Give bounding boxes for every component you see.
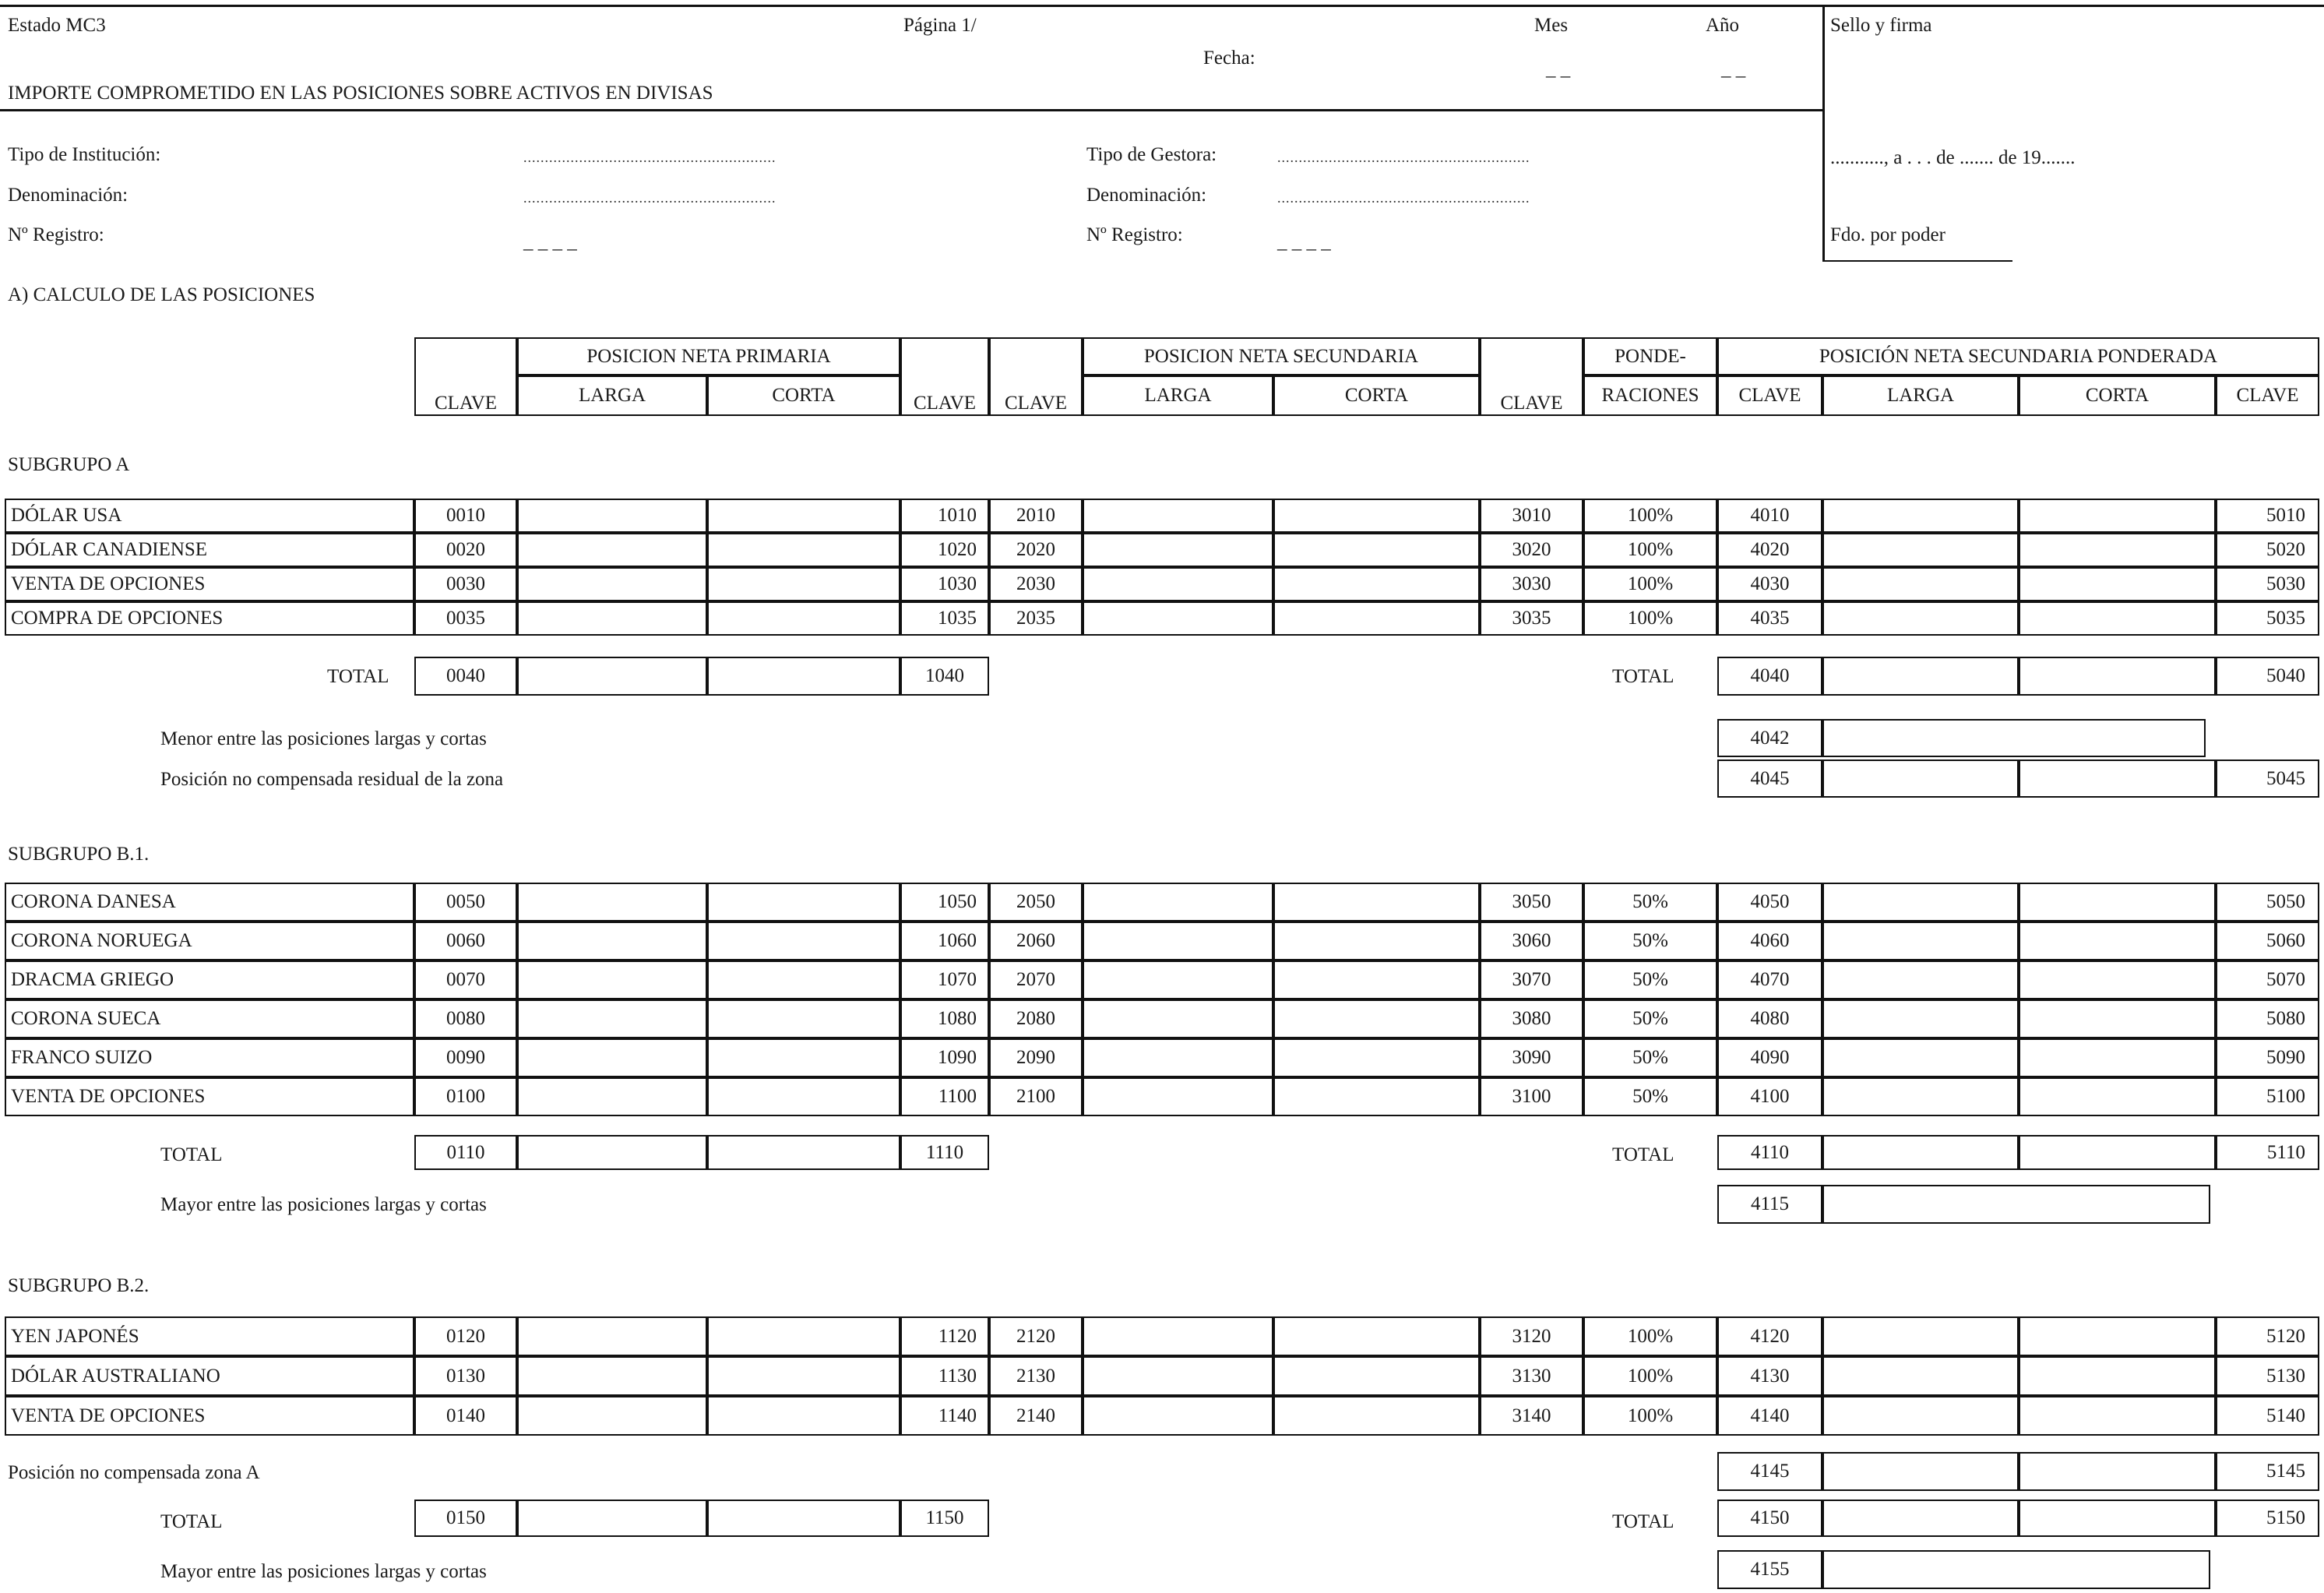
col-header-larga-3: LARGA xyxy=(1822,375,2019,416)
clave-cell: 3020 xyxy=(1480,533,1583,567)
corta-primaria-input[interactable] xyxy=(707,567,900,601)
total-clave-cell: 1040 xyxy=(900,657,989,696)
row-name: CORONA SUECA xyxy=(5,999,414,1038)
clave-cell: 0090 xyxy=(414,1038,517,1077)
row-name: YEN JAPONÉS xyxy=(5,1316,414,1356)
clave-cell: 0050 xyxy=(414,883,517,922)
larga-secundaria-input[interactable] xyxy=(1083,1077,1273,1116)
col-header-secundaria: POSICION NETA SECUNDARIA xyxy=(1083,337,1480,375)
row-name: DRACMA GRIEGO xyxy=(5,960,414,999)
total-corta-input[interactable] xyxy=(707,1500,900,1537)
clave-cell: 5010 xyxy=(2216,499,2319,533)
row-name: CORONA NORUEGA xyxy=(5,922,414,960)
larga-secundaria-input[interactable] xyxy=(1083,1396,1273,1436)
ponderacion-cell: 50% xyxy=(1583,999,1717,1038)
clave-cell: 2120 xyxy=(989,1316,1083,1356)
col-header-clave-3: CLAVE xyxy=(989,337,1083,416)
clave-cell: 4100 xyxy=(1717,1077,1822,1116)
corta-secundaria-input[interactable] xyxy=(1273,1356,1480,1396)
col-header-raciones: RACIONES xyxy=(1583,375,1717,416)
sello-label: Sello y firma xyxy=(1830,15,1932,36)
col-header-clave-5: CLAVE xyxy=(1717,375,1822,416)
ponderacion-cell: 100% xyxy=(1583,1396,1717,1436)
larga-primaria-input[interactable] xyxy=(517,1356,707,1396)
corta-secundaria-input[interactable] xyxy=(1273,883,1480,922)
total-clave-cell: 0150 xyxy=(414,1500,517,1537)
larga-ponderada-input[interactable] xyxy=(1822,999,2019,1038)
larga-ponderada-input[interactable] xyxy=(1822,499,2019,533)
total-clave-cell: 4040 xyxy=(1717,657,1822,696)
subgrupo-a-total-label: TOTAL xyxy=(327,666,389,687)
corta-ponderada-input[interactable] xyxy=(2019,533,2216,567)
lugar-fecha[interactable]: ..........., a . . . de ....... de 19....... xyxy=(1830,147,2076,168)
subgrupo-b1-total-label-right: TOTAL xyxy=(1612,1144,1674,1165)
clave-cell: 5060 xyxy=(2216,922,2319,960)
larga-primaria-input[interactable] xyxy=(517,922,707,960)
fdo-label: Fdo. por poder xyxy=(1830,224,1945,245)
larga-ponderada-input[interactable] xyxy=(1822,1356,2019,1396)
corta-primaria-input[interactable] xyxy=(707,1356,900,1396)
mayor-input[interactable] xyxy=(1822,1550,2210,1589)
corta-ponderada-input[interactable] xyxy=(2019,601,2216,636)
nc-larga-input[interactable] xyxy=(1822,1452,2019,1491)
corta-secundaria-input[interactable] xyxy=(1273,922,1480,960)
clave-cell: 4140 xyxy=(1717,1396,1822,1436)
clave-cell: 5030 xyxy=(2216,567,2319,601)
col-header-clave-1: CLAVE xyxy=(414,337,517,416)
title-rule xyxy=(0,109,1825,111)
larga-ponderada-input[interactable] xyxy=(1822,883,2019,922)
clave-cell: 1080 xyxy=(900,999,989,1038)
subgrupo-b2-total-label: TOTAL xyxy=(160,1511,223,1532)
corta-ponderada-input[interactable] xyxy=(2019,1316,2216,1356)
clave-cell: 4130 xyxy=(1717,1356,1822,1396)
corta-secundaria-input[interactable] xyxy=(1273,567,1480,601)
clave-cell: 0035 xyxy=(414,601,517,636)
corta-primaria-input[interactable] xyxy=(707,601,900,636)
clave-cell: 3050 xyxy=(1480,883,1583,922)
clave-cell: 1070 xyxy=(900,960,989,999)
total-corta-ponderada-input[interactable] xyxy=(2019,1500,2216,1537)
clave-cell: 2035 xyxy=(989,601,1083,636)
col-header-corta-2: CORTA xyxy=(1273,375,1480,416)
larga-secundaria-input[interactable] xyxy=(1083,1038,1273,1077)
larga-ponderada-input[interactable] xyxy=(1822,567,2019,601)
ponderacion-cell: 100% xyxy=(1583,1356,1717,1396)
larga-secundaria-input[interactable] xyxy=(1083,499,1273,533)
corta-primaria-input[interactable] xyxy=(707,1316,900,1356)
larga-primaria-input[interactable] xyxy=(517,883,707,922)
total-clave-cell: 5040 xyxy=(2216,657,2319,696)
col-header-larga-2: LARGA xyxy=(1083,375,1273,416)
clave-cell: 4020 xyxy=(1717,533,1822,567)
clave-cell: 1050 xyxy=(900,883,989,922)
tipo-gestora-field[interactable]: ........................................................... xyxy=(1277,150,1530,165)
total-clave-cell: 4150 xyxy=(1717,1500,1822,1537)
clave-cell: 2060 xyxy=(989,922,1083,960)
menor-input[interactable] xyxy=(1822,719,2206,757)
denominacion2-field[interactable]: ........................................................... xyxy=(1277,190,1530,206)
clave-cell: 1120 xyxy=(900,1316,989,1356)
pagina-label: Página 1/ xyxy=(903,15,977,36)
total-larga-ponderada-input[interactable] xyxy=(1822,1500,2019,1537)
denominacion-field[interactable]: ........................................................... xyxy=(523,190,776,206)
col-header-clave-6: CLAVE xyxy=(2216,375,2319,416)
larga-ponderada-input[interactable] xyxy=(1822,1396,2019,1436)
clave-cell: 0060 xyxy=(414,922,517,960)
clave-cell: 1020 xyxy=(900,533,989,567)
clave-cell: 3070 xyxy=(1480,960,1583,999)
col-header-larga-1: LARGA xyxy=(517,375,707,416)
larga-secundaria-input[interactable] xyxy=(1083,567,1273,601)
clave-cell: 2030 xyxy=(989,567,1083,601)
subgrupo-b1-total-label: TOTAL xyxy=(160,1144,223,1165)
larga-secundaria-input[interactable] xyxy=(1083,1316,1273,1356)
clave-cell: 2070 xyxy=(989,960,1083,999)
total-clave-cell: 1110 xyxy=(900,1135,989,1170)
larga-secundaria-input[interactable] xyxy=(1083,533,1273,567)
ponderacion-cell: 100% xyxy=(1583,533,1717,567)
clave-cell: 3100 xyxy=(1480,1077,1583,1116)
corta-ponderada-input[interactable] xyxy=(2019,999,2216,1038)
corta-primaria-input[interactable] xyxy=(707,960,900,999)
clave-cell: 0030 xyxy=(414,567,517,601)
corta-primaria-input[interactable] xyxy=(707,1077,900,1116)
total-larga-input[interactable] xyxy=(517,1135,707,1170)
larga-ponderada-input[interactable] xyxy=(1822,960,2019,999)
larga-primaria-input[interactable] xyxy=(517,567,707,601)
corta-ponderada-input[interactable] xyxy=(2019,960,2216,999)
clave-cell: 4090 xyxy=(1717,1038,1822,1077)
larga-primaria-input[interactable] xyxy=(517,999,707,1038)
subgrupo-a-residual-label: Posición no compensada residual de la zona xyxy=(160,769,504,790)
clave-cell: 0070 xyxy=(414,960,517,999)
row-name: DÓLAR CANADIENSE xyxy=(5,533,414,567)
clave-cell: 3010 xyxy=(1480,499,1583,533)
col-header-primaria: POSICION NETA PRIMARIA xyxy=(517,337,900,375)
total-clave-cell: 4110 xyxy=(1717,1135,1822,1170)
clave-cell: 0080 xyxy=(414,999,517,1038)
larga-ponderada-input[interactable] xyxy=(1822,533,2019,567)
row-name: COMPRA DE OPCIONES xyxy=(5,601,414,636)
ponderacion-cell: 100% xyxy=(1583,499,1717,533)
larga-primaria-input[interactable] xyxy=(517,1316,707,1356)
clave-cell: 5120 xyxy=(2216,1316,2319,1356)
larga-primaria-input[interactable] xyxy=(517,1396,707,1436)
clave-cell: 0020 xyxy=(414,533,517,567)
clave-cell: 3130 xyxy=(1480,1356,1583,1396)
total-larga-ponderada-input[interactable] xyxy=(1822,657,2019,696)
corta-primaria-input[interactable] xyxy=(707,922,900,960)
menor-clave-cell: 4042 xyxy=(1717,719,1822,757)
larga-ponderada-input[interactable] xyxy=(1822,601,2019,636)
ponderacion-cell: 50% xyxy=(1583,1077,1717,1116)
clave-cell: 4010 xyxy=(1717,499,1822,533)
corta-secundaria-input[interactable] xyxy=(1273,1396,1480,1436)
nc-clave-cell: 4145 xyxy=(1717,1452,1822,1491)
corta-primaria-input[interactable] xyxy=(707,533,900,567)
ponderacion-cell: 100% xyxy=(1583,601,1717,636)
corta-ponderada-input[interactable] xyxy=(2019,1038,2216,1077)
top-rule xyxy=(0,5,2324,7)
estado-label: Estado MC3 xyxy=(8,15,106,36)
subgrupo-b1-title: SUBGRUPO B.1. xyxy=(8,844,150,865)
clave-cell: 0130 xyxy=(414,1356,517,1396)
clave-cell: 0010 xyxy=(414,499,517,533)
corta-secundaria-input[interactable] xyxy=(1273,1038,1480,1077)
ponderacion-cell: 100% xyxy=(1583,567,1717,601)
clave-cell: 1030 xyxy=(900,567,989,601)
subgrupo-b1-mayor-label: Mayor entre las posiciones largas y cortas xyxy=(160,1194,487,1215)
clave-cell: 3035 xyxy=(1480,601,1583,636)
larga-primaria-input[interactable] xyxy=(517,1077,707,1116)
clave-cell: 3090 xyxy=(1480,1038,1583,1077)
clave-cell: 4030 xyxy=(1717,567,1822,601)
larga-secundaria-input[interactable] xyxy=(1083,922,1273,960)
total-larga-ponderada-input[interactable] xyxy=(1822,1135,2019,1170)
anio-field[interactable]: _ _ xyxy=(1721,58,1746,79)
subgrupo-a-title: SUBGRUPO A xyxy=(8,454,130,475)
larga-ponderada-input[interactable] xyxy=(1822,1038,2019,1077)
corta-primaria-input[interactable] xyxy=(707,883,900,922)
col-header-clave-2: CLAVE xyxy=(900,337,989,416)
larga-primaria-input[interactable] xyxy=(517,960,707,999)
clave-cell: 1100 xyxy=(900,1077,989,1116)
mes-label: Mes xyxy=(1534,15,1569,36)
registro-field[interactable]: _ _ _ _ xyxy=(523,231,577,252)
larga-ponderada-input[interactable] xyxy=(1822,1316,2019,1356)
corta-secundaria-input[interactable] xyxy=(1273,601,1480,636)
total-corta-ponderada-input[interactable] xyxy=(2019,1135,2216,1170)
clave-cell: 0140 xyxy=(414,1396,517,1436)
subgrupo-b2-total-label-right: TOTAL xyxy=(1612,1511,1674,1532)
mes-field[interactable]: _ _ xyxy=(1546,58,1571,79)
clave-cell: 5035 xyxy=(2216,601,2319,636)
corta-secundaria-input[interactable] xyxy=(1273,533,1480,567)
clave-cell: 3080 xyxy=(1480,999,1583,1038)
total-larga-input[interactable] xyxy=(517,1500,707,1537)
denominacion2-label: Denominación: xyxy=(1086,185,1207,206)
clave-cell: 2080 xyxy=(989,999,1083,1038)
clave-cell: 5070 xyxy=(2216,960,2319,999)
header-bottom-rule xyxy=(1822,260,2012,262)
row-name: VENTA DE OPCIONES xyxy=(5,567,414,601)
tipo-institucion-field[interactable]: ........................................................... xyxy=(523,150,776,165)
corta-secundaria-input[interactable] xyxy=(1273,499,1480,533)
total-clave-cell: 5150 xyxy=(2216,1500,2319,1537)
total-corta-input[interactable] xyxy=(707,657,900,696)
larga-ponderada-input[interactable] xyxy=(1822,1077,2019,1116)
clave-cell: 0100 xyxy=(414,1077,517,1116)
total-clave-cell: 5110 xyxy=(2216,1135,2319,1170)
subgrupo-b2-nc-label: Posición no compensada zona A xyxy=(8,1462,260,1483)
clave-cell: 1130 xyxy=(900,1356,989,1396)
larga-secundaria-input[interactable] xyxy=(1083,999,1273,1038)
total-larga-input[interactable] xyxy=(517,657,707,696)
clave-cell: 4035 xyxy=(1717,601,1822,636)
registro2-field[interactable]: _ _ _ _ xyxy=(1277,231,1331,252)
row-name: VENTA DE OPCIONES xyxy=(5,1396,414,1436)
col-header-corta-3: CORTA xyxy=(2019,375,2216,416)
sello-box-left xyxy=(1822,5,1825,262)
larga-primaria-input[interactable] xyxy=(517,533,707,567)
clave-cell: 0120 xyxy=(414,1316,517,1356)
clave-cell: 4120 xyxy=(1717,1316,1822,1356)
corta-secundaria-input[interactable] xyxy=(1273,960,1480,999)
residual-clave-cell: 5045 xyxy=(2216,759,2319,798)
tipo-gestora-label: Tipo de Gestora: xyxy=(1086,144,1217,165)
ponderacion-cell: 50% xyxy=(1583,883,1717,922)
tipo-institucion-label: Tipo de Institución: xyxy=(8,144,161,165)
denominacion-label: Denominación: xyxy=(8,185,129,206)
total-corta-ponderada-input[interactable] xyxy=(2019,657,2216,696)
larga-primaria-input[interactable] xyxy=(517,1038,707,1077)
clave-cell: 2130 xyxy=(989,1356,1083,1396)
mayor-clave-cell: 4115 xyxy=(1717,1185,1822,1224)
registro-label: Nº Registro: xyxy=(8,224,104,245)
clave-cell: 3030 xyxy=(1480,567,1583,601)
clave-cell: 4080 xyxy=(1717,999,1822,1038)
residual-larga-input[interactable] xyxy=(1822,759,2019,798)
clave-cell: 2090 xyxy=(989,1038,1083,1077)
clave-cell: 5090 xyxy=(2216,1038,2319,1077)
mayor-input[interactable] xyxy=(1822,1185,2210,1224)
row-name: DÓLAR AUSTRALIANO xyxy=(5,1356,414,1396)
total-clave-cell: 0040 xyxy=(414,657,517,696)
clave-cell: 2050 xyxy=(989,883,1083,922)
corta-ponderada-input[interactable] xyxy=(2019,883,2216,922)
total-clave-cell: 1150 xyxy=(900,1500,989,1537)
report-title: IMPORTE COMPROMETIDO EN LAS POSICIONES SOBRE ACTIVOS EN DIVISAS xyxy=(8,83,713,104)
corta-secundaria-input[interactable] xyxy=(1273,1077,1480,1116)
larga-primaria-input[interactable] xyxy=(517,601,707,636)
subgrupo-b2-title: SUBGRUPO B.2. xyxy=(8,1275,150,1296)
larga-ponderada-input[interactable] xyxy=(1822,922,2019,960)
corta-primaria-input[interactable] xyxy=(707,1038,900,1077)
clave-cell: 3120 xyxy=(1480,1316,1583,1356)
fecha-label: Fecha: xyxy=(1203,48,1255,69)
clave-cell: 5100 xyxy=(2216,1077,2319,1116)
clave-cell: 5140 xyxy=(2216,1396,2319,1436)
ponderacion-cell: 50% xyxy=(1583,922,1717,960)
row-name: DÓLAR USA xyxy=(5,499,414,533)
total-clave-cell: 0110 xyxy=(414,1135,517,1170)
subgrupo-a-total-label-right: TOTAL xyxy=(1612,666,1674,687)
clave-cell: 4050 xyxy=(1717,883,1822,922)
clave-cell: 2020 xyxy=(989,533,1083,567)
clave-cell: 5050 xyxy=(2216,883,2319,922)
corta-primaria-input[interactable] xyxy=(707,999,900,1038)
clave-cell: 3060 xyxy=(1480,922,1583,960)
corta-ponderada-input[interactable] xyxy=(2019,1356,2216,1396)
nc-clave-cell: 5145 xyxy=(2216,1452,2319,1491)
col-header-clave-4: CLAVE xyxy=(1480,337,1583,416)
larga-secundaria-input[interactable] xyxy=(1083,883,1273,922)
corta-secundaria-input[interactable] xyxy=(1273,1316,1480,1356)
nc-corta-input[interactable] xyxy=(2019,1452,2216,1491)
residual-clave-cell: 4045 xyxy=(1717,759,1822,798)
section-title: A) CALCULO DE LAS POSICIONES xyxy=(8,284,315,305)
larga-secundaria-input[interactable] xyxy=(1083,1356,1273,1396)
col-header-ponderada: POSICIÓN NETA SECUNDARIA PONDERADA xyxy=(1717,337,2319,375)
row-name: VENTA DE OPCIONES xyxy=(5,1077,414,1116)
clave-cell: 5080 xyxy=(2216,999,2319,1038)
col-header-corta-1: CORTA xyxy=(707,375,900,416)
row-name: CORONA DANESA xyxy=(5,883,414,922)
ponderacion-cell: 100% xyxy=(1583,1316,1717,1356)
clave-cell: 1090 xyxy=(900,1038,989,1077)
clave-cell: 5130 xyxy=(2216,1356,2319,1396)
clave-cell: 3140 xyxy=(1480,1396,1583,1436)
corta-ponderada-input[interactable] xyxy=(2019,499,2216,533)
corta-ponderada-input[interactable] xyxy=(2019,922,2216,960)
ponderacion-cell: 50% xyxy=(1583,1038,1717,1077)
row-name: FRANCO SUIZO xyxy=(5,1038,414,1077)
registro2-label: Nº Registro: xyxy=(1086,224,1183,245)
clave-cell: 1060 xyxy=(900,922,989,960)
clave-cell: 1010 xyxy=(900,499,989,533)
corta-secundaria-input[interactable] xyxy=(1273,999,1480,1038)
corta-ponderada-input[interactable] xyxy=(2019,1396,2216,1436)
corta-primaria-input[interactable] xyxy=(707,1396,900,1436)
anio-label: Año xyxy=(1706,15,1740,36)
total-corta-input[interactable] xyxy=(707,1135,900,1170)
corta-ponderada-input[interactable] xyxy=(2019,567,2216,601)
residual-corta-input[interactable] xyxy=(2019,759,2216,798)
col-header-ponde: PONDE- xyxy=(1583,337,1717,375)
clave-cell: 1140 xyxy=(900,1396,989,1436)
subgrupo-b2-mayor-label: Mayor entre las posiciones largas y cortas xyxy=(160,1561,487,1582)
corta-ponderada-input[interactable] xyxy=(2019,1077,2216,1116)
clave-cell: 4070 xyxy=(1717,960,1822,999)
clave-cell: 5020 xyxy=(2216,533,2319,567)
clave-cell: 2010 xyxy=(989,499,1083,533)
clave-cell: 4060 xyxy=(1717,922,1822,960)
larga-secundaria-input[interactable] xyxy=(1083,960,1273,999)
corta-primaria-input[interactable] xyxy=(707,499,900,533)
subgrupo-a-menor-label: Menor entre las posiciones largas y cortas xyxy=(160,728,487,749)
larga-secundaria-input[interactable] xyxy=(1083,601,1273,636)
larga-primaria-input[interactable] xyxy=(517,499,707,533)
clave-cell: 2100 xyxy=(989,1077,1083,1116)
mayor-clave-cell: 4155 xyxy=(1717,1550,1822,1589)
ponderacion-cell: 50% xyxy=(1583,960,1717,999)
clave-cell: 1035 xyxy=(900,601,989,636)
clave-cell: 2140 xyxy=(989,1396,1083,1436)
